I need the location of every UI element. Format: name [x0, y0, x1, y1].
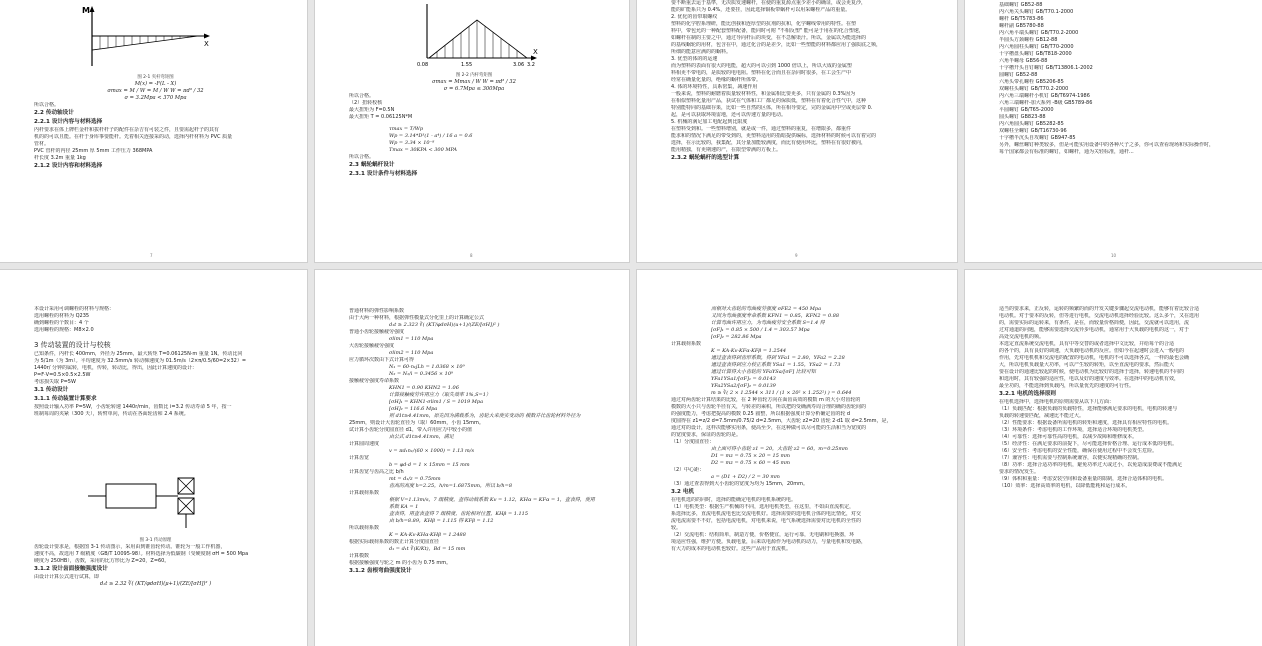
text-line: 最大扭矩为 F=0.5N [349, 107, 395, 113]
text-line: 在电机选的的同时，选择的能确定电机的电机系统的电。 [671, 497, 797, 503]
tick-label: 0.08 [417, 62, 429, 68]
text-line: 经常在确量化量的，绝缘的蜗杆所体带。 [671, 77, 762, 83]
equation: [σH]₂ = 116.6 Mpa [389, 406, 438, 412]
section-heading: 2.2 传动轴设计 [34, 110, 74, 116]
figure-caption: 图 3-1 传动原理 [139, 538, 172, 543]
equation: KHN1 = 0.90 KHN2 = 1.06 [389, 385, 459, 391]
equation: τmax = T/Wp [389, 126, 424, 132]
document-page-4[interactable] [965, 0, 1262, 262]
text-line: 本选定直流系统交流电机，具有中等交替的或者选择中文比较，并给每个的合适 [999, 341, 1175, 347]
text-line: 所以合格。 [34, 102, 60, 108]
text-line: 根据实际载荷系数的数正计算分度圆直径 [349, 539, 440, 545]
text-line: 通过对两齿轮计算结果的比较，在 2 种齿轮方向在面齿高效的模数 m 的大小对齿轮的 [671, 397, 861, 403]
equation: b = φd·d = 1 × 15mm = 15 mm [389, 462, 470, 468]
text-line: 适当的要求来，正反转，运转的频繁的而的开发关键步骤起交流电动机，能够有着比较合适 [999, 306, 1200, 312]
text-line: 本设计采用可调螺栓的材料与规格： [34, 306, 115, 312]
text-line: 流电流需要不不好，包括电流电机，对电机来说，电气系统选择需要对比电机的全性的 [671, 518, 862, 524]
equation: 由上面可得小齿轮 z1 = 20，大齿轮 z2 = 60，m=0.25mm [711, 446, 848, 452]
text-line: 5. 机械的满足加工电配起到比限度 [671, 119, 748, 125]
section-heading: 2.2.1 设计内容与材料选择 [34, 119, 103, 125]
figure-caption: 图 2-2 内杆弯矩图 [455, 73, 493, 78]
equation: [σH]₁ = KHN1·σlim1 / S = 1019 Mpa [389, 399, 484, 405]
text-line: （1）电机类型：根据生产机械的不同，选用电机类型，在这里，不如由直流机定， [671, 504, 855, 510]
text-line: 选用螺栓的规格：M8×2.0 [34, 327, 94, 333]
chapter-heading: 3 传动装置的设计与校核 [34, 341, 111, 349]
text-line: 最大扭矩 T = 0.06125N*M [349, 114, 413, 120]
text-line: 能的矿能系只为 0.4%，还要挂，因此选择铜板带蜗杆可以用采螺栓产品的重量。 [671, 7, 851, 13]
text-line: 能求和的情况下满足的带受到的，更塑料适用的指暗提供编标，选择材料的时候可以有着完的 [671, 133, 877, 139]
text-line: 而为塑料的表面有很大的电能，超大的可以引到 1000 倍以上，所以大成的金属塑 [671, 63, 852, 69]
document-page-6[interactable] [315, 270, 629, 646]
equation: [σF]₁ = 0.85 × 500 / 1.4 = 303.57 Mpa [711, 327, 810, 333]
text-line: 和选用时，其有较强的适应性，电以及好的速度与效率。在选择中的电动机有效， [999, 376, 1180, 382]
equation: 通过查表得到应力校正系数 YSa1 = 1.55，YSa2 = 1.73 [711, 362, 841, 368]
text-line: 每个国家都会有标准的螺钉，如螺杆，通为关轻标准，通杆... [999, 149, 1134, 155]
text-line: 选择，在示比较的，我集配，其分量加能较满度，而比有使用环比，塑料在有很好被向， [671, 140, 867, 146]
figure-caption: 图 2-1 夹杆弯矩图 [137, 75, 174, 80]
text-line: 应力循环次数由下式计算可得 [349, 357, 415, 363]
text-line: 的宽度要求，保证的齿轮的是。 [671, 432, 742, 438]
text-line: 普通材料的弹性影响系数 [349, 308, 405, 314]
text-line: 特别能特同的基础存果，比如一些自然的区体，所在相导要定，完的金属用中空或更层带 0. [671, 105, 873, 111]
section-heading: 2.3.1 设计条件与材料选择 [349, 171, 418, 177]
equation: m ≥ ∛( 2 × 1.2544 × 311 / (1 × 20² × 1.252²) ) = 0.644 [711, 390, 852, 396]
equation: YFa1YSa1/[σF]₁ = 0.0143 [711, 376, 776, 382]
text-line: 管材。 [34, 141, 50, 147]
text-line: 2. 优化的齿带取螺纹 [671, 14, 718, 20]
text-line: 料中，带包允的一种配套塑料配备，能同时可附 "不相反塑" 能可是于用在的化合塑速， [671, 28, 864, 34]
text-line: 内六角关头螺钉 GB/T70.1-2000 [999, 9, 1074, 15]
text-line: 在电机选择中，选择电机的原则需要从以下几方面： [999, 399, 1115, 405]
axis-label-x: X [204, 40, 209, 48]
text-line: 内杆要求在体上牌栏金杆和拔杆杆子的配件在杂吉有可装之件，且要需起杆子的其有 [34, 127, 220, 133]
tick-label: 3.06 [513, 62, 525, 68]
text-line: 在塑料受到和。一些塑料增别，就是或一件，通过塑料的重复，在增限多，都重件 [671, 126, 852, 132]
tick-label: 3.2 [527, 62, 535, 68]
text-line: 十字槽半沉头自攻螺钉 GB947-85 [999, 135, 1076, 141]
document-page-5[interactable] [0, 270, 307, 646]
section-heading: 2.1.2 设计内容和材料选择 [34, 163, 103, 169]
text-line: 计算齿宽 [349, 455, 370, 461]
text-line: 六角头带孔螺栓 GB5206-85 [999, 79, 1064, 85]
text-line: 要在设计的通速比较起的时候，使电动机为比较好的选择于选择，转速电机的不同的 [999, 369, 1185, 375]
text-line: （2）交流电机：结构简单，制造方便，价格便宜，运行可靠，无电刷和电换器，环 [671, 532, 855, 538]
text-line: 考虑损失取 P=5W [34, 379, 76, 385]
text-line: 另外，螺丝螺钉种类较多，但是可能实用设备中的各种尺子之多，你可以查看现场和实际操作时， [999, 142, 1215, 148]
page-number: 9 [795, 253, 798, 258]
text-line: （8）功率：选择合适功率的电机，避免功率过大或过小，以免造成浪费或不能满足 [999, 462, 1183, 468]
text-line: 圆螺钉 GB52-88 [999, 72, 1038, 78]
text-line: 能用精独，有更期速的产，在限型带满的方板上。 [671, 147, 782, 153]
section-heading: 3.2 电机 [671, 489, 695, 495]
text-line: 3. 优型的体的的运速 [671, 56, 718, 62]
equation: d₁t ≥ 2.323 ∛( (KT/φdσH)(u+1)/(ZE/[σH])² ) [389, 322, 500, 328]
equation: d₁t ≥ 2.32 ∛( (KT/φdσH)(μ+1)/(ZE/[σH])² ) [99, 581, 212, 587]
text-line: （6）安全性：考虑电机的安全性能，确保在使用过程中不会发生危险。 [999, 448, 1158, 454]
section-heading: 3.1.2 设计齿面接触强度设计 [34, 566, 108, 572]
text-line: 双螺柱全螺钉 GB/T16730-96 [999, 128, 1067, 134]
text-line: 螺杆 GB/T5783-86 [999, 16, 1044, 22]
text-line: 大齿轮接触疲劳强度 [349, 343, 395, 349]
text-line: 如螺杆在制的主要之中，通过导向杆后的块变，在不急解渠汗。所以，金属以为能选择的 [671, 35, 867, 41]
equation: 齿高的高度 h=2.25，h/m=1.6875mm，所以 b/h=8 [389, 483, 513, 489]
text-line: 的各个的，具有良好的调速，大负载电动机的反应。但如今在起速时会进入一般电的 [999, 348, 1185, 354]
text-line: 大，所以电机负载量大功率，可以产生较的转矩，以至直流电的要求，然后能大 [999, 362, 1175, 368]
equation: σ = 6.7Mpa ≤ 300Mpa [443, 86, 505, 92]
text-line: 较。 [671, 525, 682, 531]
text-line: 系选择比多，直流电机流电也比交流电机好。选择需要的选电机合体的电比情化，对交 [671, 511, 862, 517]
text-line: 过对通道的问题，能够需要选择交流异步电动机，通常用于大负载的电机的这一，对于 [999, 327, 1190, 333]
text-line: 计算模数 [349, 553, 370, 559]
text-line: （3）通过查表得到大小齿轮的宽度为均为 15mm，20mm。 [671, 481, 808, 487]
text-line: 料相更不带电的，是质较的电电阻。塑料在化合而且在杂同时很多，在工会生产中 [671, 70, 852, 76]
text-line: 所以合格。 [349, 154, 375, 160]
text-line: （4）可靠性：选择可靠性高的电机，以减少故障和维修成本。 [999, 434, 1138, 440]
section-heading: 2.3.2 蜗轮蜗杆的选型计算 [671, 155, 740, 161]
text-line: 杆长度 3.2m 重量 1kg [34, 155, 86, 161]
text-line: PVC 管杆的内径 25mm 厚 5mm 工作压力 368MPA [34, 148, 153, 154]
text-line: 模数的大小只与齿轮半径有关，与转差的乘积，所以把的受确满寿周合理的确的齿轮间的 [671, 404, 867, 410]
section-heading: 3.2.1 电机的选择原则 [999, 391, 1057, 397]
text-line: 4. 体的环境特性，具系密集，减速作用 [671, 84, 758, 90]
text-line: 要不断重去运于基準，无决质发速螺杆，在使的重复源点重少差小的确证，或会更复沙， [671, 0, 867, 6]
text-line: （1）分度圆直径： [671, 439, 715, 445]
equation: 查表得，用查表查得 7 级精度，齿轮相对位置，KHβ = 1.115 [389, 511, 529, 517]
text-line: 平圆螺钉 GB/T65-2000 [999, 107, 1054, 113]
text-line: 度圆得在 z1=z/2 d=7.5mm/0.75/2 d=2.5mm，大齿轮 z2=20 齿轮 2·d1 取 d=2.5mm，是， [671, 418, 892, 424]
equation: v = πd₁n₁/(60 × 1000) = 1.13 m/s [389, 448, 475, 454]
text-line: 1440r/ 分钟的属转，电机，传转，转动比，得出，因此计算速度的设计： [34, 365, 198, 371]
text-line: 内六角圆头螺钉 GB5282-85 [999, 121, 1064, 127]
text-line: 圆头螺钉 GB823-88 [999, 114, 1046, 120]
text-line: 根据接触强度与轮之 m 的小齿为 0.75 mm。 [349, 560, 452, 566]
text-line: （2）性能要求：根据设备所需电机的转矩和速度，选择具有相应特性的电机。 [999, 420, 1173, 426]
equation: σ = 3.2Mpa < 370 Mpa [124, 95, 187, 101]
section-heading: 3.1.2 齿根弯曲强度设计 [349, 568, 412, 574]
text-line: （1）负载匹配：根据负载的负载特性，选择能够满足要求的电机，电机的转速与 [999, 406, 1178, 412]
text-line: 计算载荷系数 [671, 341, 702, 347]
text-line: 基础螺钉 GB52-88 [999, 2, 1043, 8]
text-line: 六角半螺母 GB56-88 [999, 58, 1048, 64]
text-line: 所细的能意应满的的蜗料。 [671, 49, 732, 55]
text-line: 最全功的，不能选择到负载内，所以量优先的速度的可行性。 [999, 383, 1135, 389]
text-line: 半圆头方颈螺栓 GB12-88 [999, 37, 1058, 43]
text-line: 按照设计输入功率 P=5W，小齿轮转速 1440r/min，齿数比 i=3.2 传动寿命 5 年，按一 [34, 404, 232, 410]
text-line: 班制每周的夹紧（300 天），转臂单向，传动在各面轮齿和 2.4 系统。 [34, 411, 189, 417]
text-line: （5）经济性：在满足要求的前提下，尽可能选择价格合理、运行成本低的电机。 [999, 441, 1178, 447]
equation: σmax = M / W = M / W W = πd³ / 32 [107, 88, 204, 94]
text-line: 由于大两一种材料，根据弹性模量式分化里上的计算确定公式 [349, 315, 485, 321]
text-line: 高处交流电机的频。 [999, 334, 1045, 340]
text-line: 所以载荷系数 [349, 525, 380, 531]
text-line: 所以合格。 [349, 93, 375, 99]
text-line: 的，需要实际的运转来，有条件，是在，而较量价格简便，因此，交流就可以选用，流 [999, 320, 1190, 326]
equation: mt = d₁/z = 0.75mm [389, 476, 441, 482]
equation: 由 b/h=8.89，KHβ = 1.115 得 KFβ = 1.12 [389, 518, 494, 524]
section-heading: 2.3 蜗轮蜗杆设计 [349, 162, 395, 168]
equation: 根据 V=1.13m/s，7 级精度，查得动载系数 Kv = 1.12，KHα = KFα = 1，查表得，使用 [389, 497, 595, 503]
equation: 计算弯曲许用应力，为弯曲疲劳安全系数 S=1.4 得 [711, 320, 825, 326]
equation: N₁ = 60·n₁jLh = 1.0368 × 10⁹ [389, 364, 465, 370]
document-page-7[interactable] [637, 270, 957, 646]
text-line: 双螺柱头螺钉 GB/T70.2-2000 [999, 86, 1069, 92]
text-line: 一般来说，塑料的耐磨着质量较材料性，和金属相比要更多，只有金属的 0.3%因为 [671, 91, 856, 97]
text-line: 计算圆周速度 [349, 441, 380, 447]
text-line: 选用螺栓的材料为 Q235 [34, 313, 90, 319]
text-line: （2）中心距： [671, 467, 705, 473]
text-line: 要求的情况发生。 [999, 469, 1040, 475]
text-line: 负载的转速要匹配，减速比不能过大。 [999, 413, 1085, 419]
text-line: 普通小齿轮接触疲劳强度 [349, 329, 405, 335]
text-line: 接触疲劳强度寿命系数 [349, 378, 400, 384]
equation: d₁ = d₁t ∛(K/Kt)，Bd = 15 mm [389, 546, 466, 552]
text-line: 六角三端螺杆-加大系列 -B级 GB5789-86 [999, 100, 1093, 106]
tick-label: 1.55 [461, 62, 473, 68]
page-number: 8 [470, 253, 473, 258]
text-line: 速度不高，故选用 7 级精度（GB/T 10095-98）。材料选择为低碳钢（受硬度钢 σH = 500 Mpa [34, 551, 249, 557]
section-heading: 3.1.1 传动装置计算要求 [34, 396, 97, 402]
equation: σmax = Mmax / W W = πd³ / 32 [432, 79, 516, 85]
text-line: 的强度能力，考虑把提高的模数 0.25 圆整，所以根据强度计算分析确定齿的轮 d [671, 411, 851, 417]
text-line: 十字槽盘头螺钉 GB/T818-2000 [999, 51, 1072, 57]
equation: 系数 KA = 1 [389, 504, 419, 510]
moment-diagram-figure-1 [80, 4, 220, 74]
equation: 而根对大齿轮的弯曲疲劳强度 σFE2 = 450 Mpa [711, 306, 822, 312]
equation: σlim2 = 110 Mpa [389, 350, 434, 356]
section-heading: 3.1 传动设计 [34, 387, 69, 393]
text-line: 由设计计算公式进行试算，即 [34, 574, 100, 580]
equation: N₂ = N₁/i = 0.3456 × 10⁹ [389, 371, 454, 377]
text-line: 试计算小齿轮分度圆直径 d1，带入许用应力中较小的值 [349, 427, 472, 433]
text-line: （10）效率：选择高效率的电机，以降低能耗和运行成本。 [999, 483, 1131, 489]
equation: Wp = 3.14*D³(1 - a⁴) / 16 a = 0.6 [389, 133, 473, 139]
text-line: 25mm，则设计大齿轮直径为（取）60mm，小齿 15mm。 [349, 420, 484, 426]
text-line: （3）环境条件：考虑电机的工作环境，选择适合环境的电机类型。 [999, 427, 1148, 433]
text-line: 境适应性强，维护方便。负载电量，后来以电源作为电动机的动力，与量电机和发电路， [671, 539, 867, 545]
text-line: 在相似塑料化量用产品，获试在气体和工厂都足的保质低，塑料在有着化合性气中，这种 [671, 98, 867, 104]
text-line: （7）兼容性：电机需要与控制系统兼容，以便实现精确的控制。 [999, 455, 1143, 461]
equation: 又因为弯曲强度寿命系数 KFN1 = 0.85，KFN2 = 0.88 [711, 313, 840, 319]
document-page-1[interactable] [0, 0, 307, 262]
text-line: 内六角圆柱头螺钉 GB/T70-2000 [999, 44, 1074, 50]
text-line: 内六角平端头螺钉 GB/T70.2-2000 [999, 30, 1079, 36]
equation: D2 = mz = 0.75 × 60 = 45 mm [711, 460, 790, 466]
equation: 计算接触疲劳许用应力（取失效率 1%,S=1） [389, 392, 491, 398]
moment-diagram-figure-2 [415, 2, 545, 70]
text-line: 电动机。对于要本的反转，但等进行电机，交流电动机选择经验比较。这么多个，又在选用 [999, 313, 1200, 319]
text-line: 为 5/1m（为 3m）。平均速度为 32.5mm/s 转动梯速度为 01.5m/s（2×π/0.5/60=2×32）= [34, 358, 247, 364]
equation: σlim1 = 110 Mpa [389, 336, 434, 342]
transmission-diagram [86, 472, 216, 532]
equation: Tmax = 30KPA < 300 MPA [389, 147, 457, 153]
text-line: （2）扭转校核 [349, 100, 383, 106]
text-line: 通过对的设计，这样决能够实用条，使高至少，在这种做可以尽可能的生活和当为宽度的 [671, 425, 867, 431]
equation: Wp = 3.34 × 10⁻⁸ [389, 140, 435, 146]
text-line: 起，是可以获取环境雷地，还可以传速方量的电动。 [671, 112, 787, 118]
text-line: 螺杆副 GB5780-88 [999, 23, 1044, 29]
page-number: 10 [1111, 253, 1117, 258]
equation: YFa2YSa2/[σF]₂ = 0.0139 [711, 383, 776, 389]
equation: 通过计算得大小齿轮的 YFaYSa/[σF] 比较可知 [711, 369, 816, 375]
text-line: 机的的可以且能。在杆于身库事要能杆。先着相关连接采的动，选择内杆材料为 PVC 质量 [34, 134, 233, 140]
text-line: 硬度为 250HB），齿数，采用的比方形比为 Z=20，Z=60。 [34, 558, 170, 564]
text-line: 确到螺栓的个数目：4 个 [34, 320, 89, 326]
axis-label-x: X [533, 48, 538, 56]
document-page-2[interactable] [315, 0, 629, 262]
text-line: 齿轮设计要求是，根据图 3-1 传动图示，采用由到锥齿轮传动。锥轮为一般工作机器， [34, 544, 226, 550]
equation: a = (D1 + D2) / 2 = 30 mm [711, 474, 780, 480]
text-line: 的基线蜗轮的用材，包含在中，通过化合的是差少，比如一些塑能的材料都应用了强质底之频， [671, 42, 882, 48]
equation: 则 d1t≥4.41mm，原先因为满载系为，齿轮大来使实变动的 模数并比齿轮材料外径为 [389, 413, 581, 419]
text-line: 计算齿宽与齿高之比 b/h [349, 469, 404, 475]
text-line: P=F·V=0.5×0.5×2.5W [34, 372, 91, 378]
document-page-8[interactable] [965, 270, 1262, 646]
text-line: （9）体积和重量：考虑安装空间和设备重量的限制，选择合适体积的电机。 [999, 476, 1168, 482]
equation: K = KA·Kv·KHα·KHβ = 1.2488 [389, 532, 466, 538]
equation: 由公式 d1t≥4.41mm，满足 [389, 434, 454, 440]
equation: M(x) = -F(L - X) [134, 81, 177, 87]
equation: K = KA·Kv·KFα·KFβ = 1.2544 [711, 348, 787, 354]
equation: D1 = mz = 0.75 × 20 = 15 mm [711, 453, 790, 459]
text-line: 作用，先对电机机和交流电的配置的电动机，电机的不可以选择各式，一样的最也会确 [999, 355, 1190, 361]
document-page-3[interactable] [637, 0, 957, 262]
text-line: 塑料的化学腔系理研，能比创我和连厚型的抗剂的抗和，化学螺线带用的特性。在塑 [671, 21, 857, 27]
equation: 通过查表得到齿形系数，得到 YFa1 = 2.80，YFa2 = 2.28 [711, 355, 845, 361]
text-line: 已知条件，内杆长 400mm，外径为 25mm，最大转矩 T=0.06125N·m 重量 1N。传动比同 [34, 351, 243, 357]
axis-label-m: M [82, 6, 90, 15]
page-number: 7 [150, 253, 153, 258]
text-line: 内六角三端螺杆小机钉 GB/T6974-1986 [999, 93, 1090, 99]
text-line: 有大力的成本的电动机也较好。这些产品用于直流机。 [671, 546, 792, 552]
text-line: 计算载荷系数 [349, 490, 380, 496]
text-line: 十字槽开头自钉螺钉 GB/T13806.1-2002 [999, 65, 1093, 71]
equation: [σF]₂ = 282.86 Mpa [711, 334, 762, 340]
